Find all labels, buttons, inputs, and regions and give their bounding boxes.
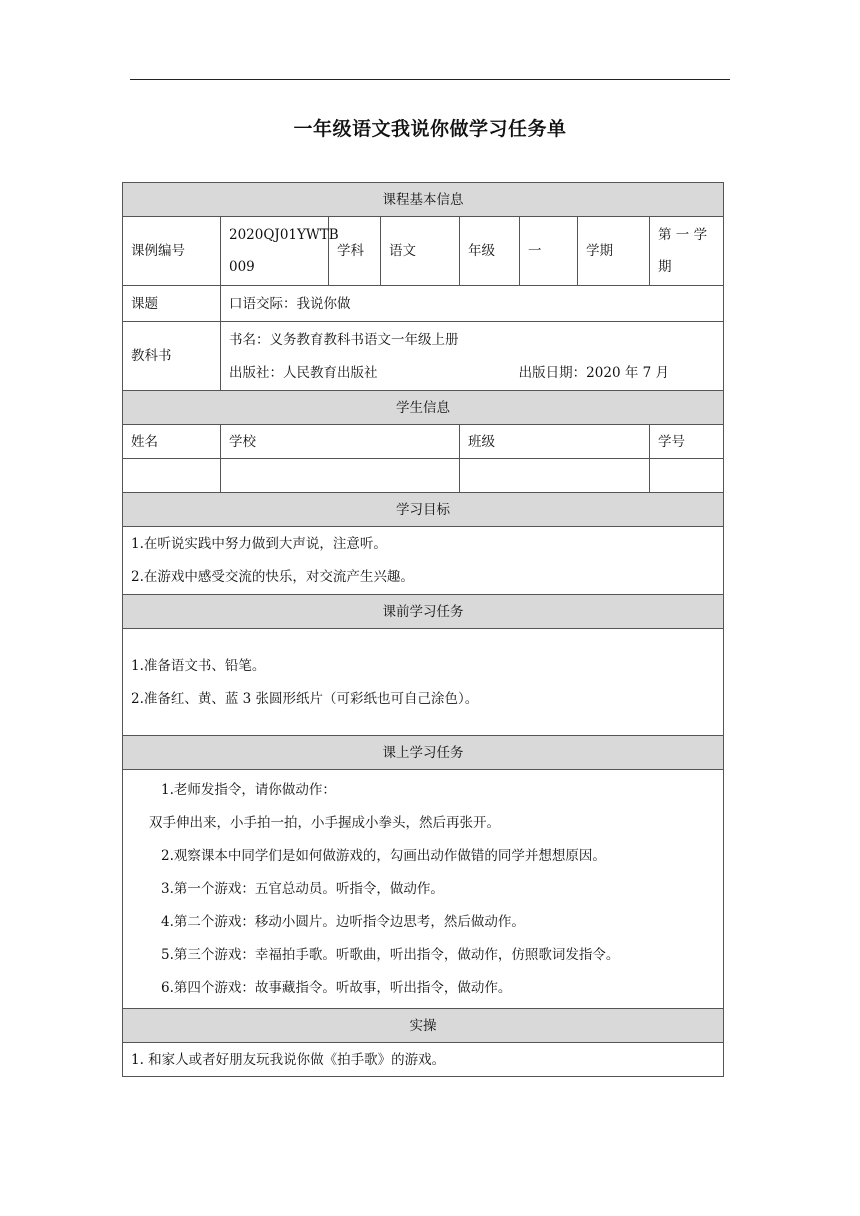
section-pre-class-tasks: 课前学习任务 [123,595,724,629]
goal-item: 1.在听说实践中努力做到大声说，注意听。 [131,535,387,552]
school-label: 学校 [221,425,460,459]
goals-list [123,527,724,595]
publisher: 出版社：人民教育出版社 [229,364,378,381]
in-class-task-item: 3.第一个游戏：五官总动员。听指令，做动作。 [161,880,444,897]
section-course-info: 课程基本信息 [123,183,724,217]
case-no-label: 课例编号 [123,217,221,286]
student-id-label: 学号 [650,425,724,459]
case-no-value: 2020QJ01YWTB 009 [221,217,329,286]
in-class-task-item: 4.第二个游戏：移动小圆片。边听指令边思考，然后做动作。 [161,913,525,930]
school-field[interactable] [221,459,460,493]
textbook-label: 教科书 [123,322,221,391]
grade-value: 一 [520,217,578,286]
in-class-task-item: 1.老师发指令，请你做动作： [161,781,336,798]
class-field[interactable] [460,459,650,493]
subject-value: 语文 [381,217,460,286]
textbook-value [221,322,724,391]
in-class-task-item: 5.第三个游戏：幸福拍手歌。听歌曲，听出指令，做动作，仿照歌词发指令。 [161,946,620,963]
practice-item: 1. 和家人或者好朋友玩我说你做《拍手歌》的游戏。 [123,1043,724,1077]
student-id-field[interactable] [650,459,724,493]
section-in-class-tasks: 课上学习任务 [123,736,724,770]
name-field[interactable] [123,459,221,493]
task-sheet-table [122,182,724,1077]
term-value: 第 一 学 期 [650,217,724,286]
pre-task-item: 2.准备红、黄、蓝 3 张圆形纸片（可彩纸也可自己涂色）。 [131,691,479,707]
goal-item: 2.在游戏中感受交流的快乐，对交流产生兴趣。 [131,568,414,585]
in-class-task-item: 双手伸出来，小手拍一拍，小手握成小拳头，然后再张开。 [149,814,500,831]
publish-date: 出版日期：2020 年 7 月 [518,364,669,381]
topic-value: 口语交际：我说你做 [221,286,724,322]
header-rule [130,79,730,80]
book-name: 书名：义务教育教科书语文一年级上册 [229,331,459,348]
document-title: 一年级语文我说你做学习任务单 [293,118,567,140]
section-goals: 学习目标 [123,493,724,527]
pre-class-task-list [123,629,724,736]
grade-label: 年级 [460,217,520,286]
in-class-task-list [123,770,724,1009]
in-class-task-item: 2.观察课本中同学们是如何做游戏的，勾画出动作做错的同学并想想原因。 [161,847,606,864]
term-label: 学期 [578,217,650,286]
pre-task-item: 1.准备语文书、铅笔。 [131,658,266,674]
subject-label: 学科 [329,217,381,286]
name-label: 姓名 [123,425,221,459]
section-student-info: 学生信息 [123,391,724,425]
topic-label: 课题 [123,286,221,322]
class-label: 班级 [460,425,650,459]
in-class-task-item: 6.第四个游戏：故事藏指令。听故事，听出指令，做动作。 [161,979,512,996]
section-practice: 实操 [123,1009,724,1043]
